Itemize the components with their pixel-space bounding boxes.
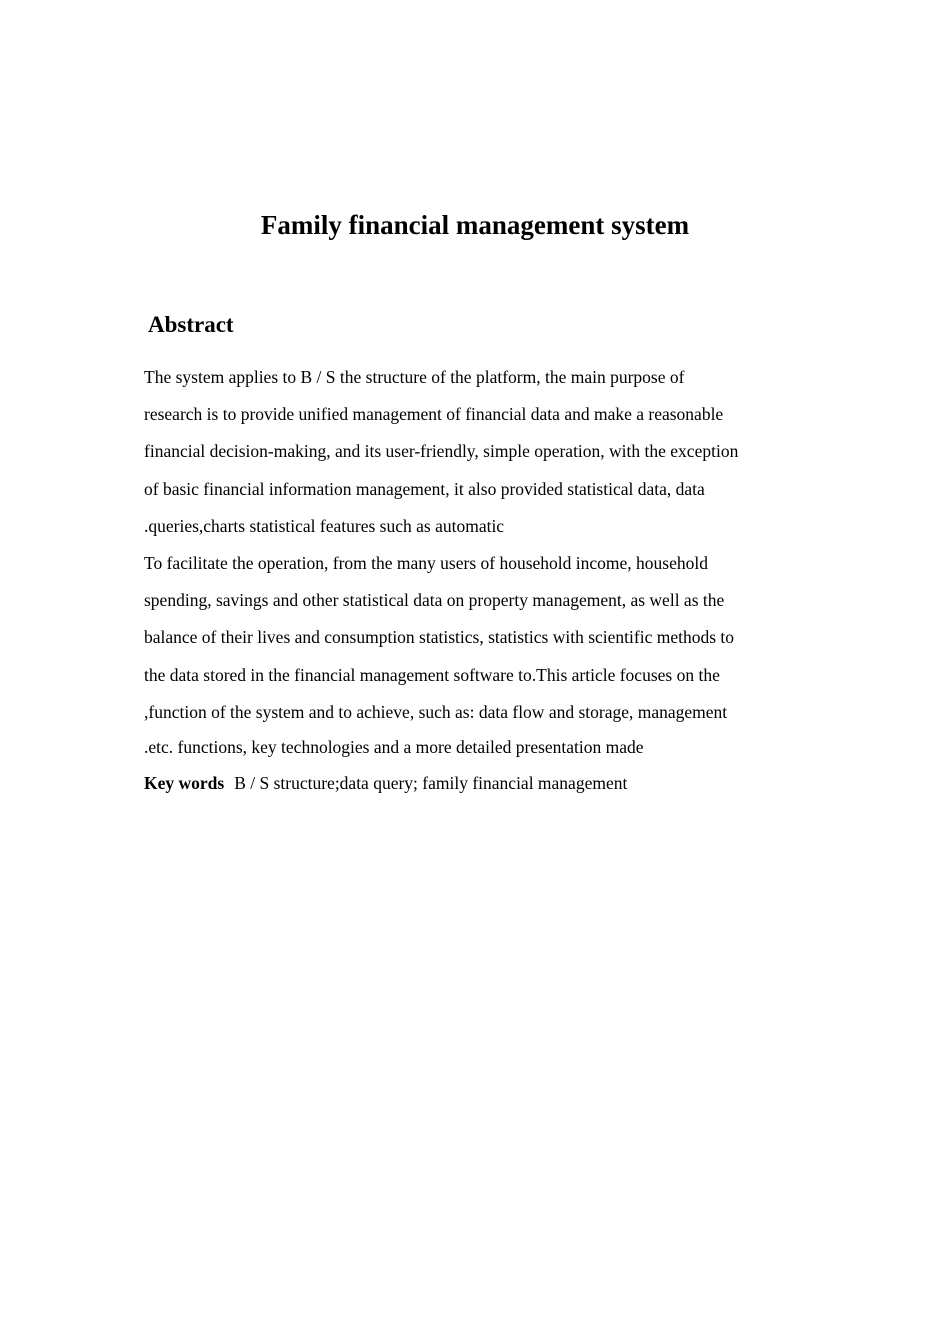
abstract-line: balance of their lives and consumption statistics, statistics with scientific methods to — [144, 627, 735, 648]
abstract-line: of basic financial information management, it also provided statistical data, data — [144, 478, 705, 499]
abstract-line: ,function of the system and to achieve, such as: data flow and storage, management — [144, 701, 728, 722]
abstract-line: To facilitate the operation, from the many users of household income, household — [144, 552, 708, 573]
abstract-line: The system applies to B / S the structure of the platform, the main purpose of — [144, 367, 685, 387]
abstract-heading: Abstract — [148, 312, 234, 337]
abstract-line: .etc. functions, key technologies and a more detailed presentation made — [144, 737, 644, 758]
abstract-line: the data stored in the financial management software to.This article focuses on the — [144, 664, 720, 685]
abstract-line: financial decision-making, and its user-friendly, simple operation, with the exception — [144, 441, 739, 462]
keywords-text: B / S structure;data query; family financial management — [234, 773, 628, 793]
abstract-line: spending, savings and other statistical data on property management, as well as the — [144, 590, 725, 611]
document-title: Family financial management system — [260, 210, 690, 240]
abstract-body — [144, 359, 824, 765]
keywords-line — [144, 768, 627, 798]
abstract-line: research is to provide unified management of financial data and make a reasonable — [144, 404, 724, 425]
keywords-label: Key words — [144, 773, 225, 793]
abstract-line: .queries,charts statistical features such as automatic — [144, 515, 505, 536]
